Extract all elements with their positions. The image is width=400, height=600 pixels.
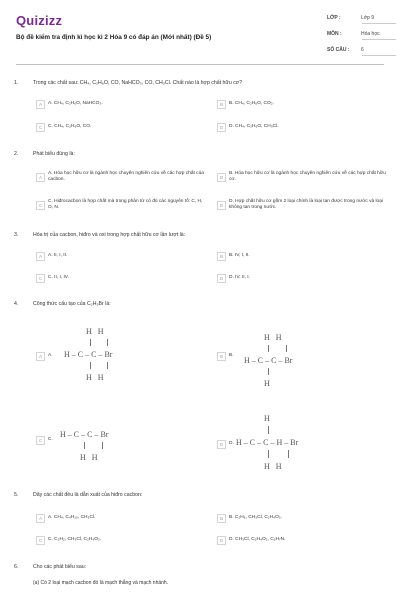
question-number: 3. xyxy=(14,232,19,238)
option-letter: B xyxy=(217,514,226,523)
page-title: Bộ đề kiểm tra định kì học kì 2 Hóa 9 có đáp án (Mới nhất) (Đề 5) xyxy=(16,34,212,41)
option-text: B. C₂H₆, CH₃Cl, C₂H₄O₂. xyxy=(229,515,283,520)
structure-a-top: H H xyxy=(86,327,104,336)
bond xyxy=(268,426,269,434)
option-letter: D xyxy=(217,123,226,132)
option-letter: B xyxy=(217,100,226,109)
bond xyxy=(102,442,103,449)
option-text: C. Hiđrocacbon là hợp chất mà trong phân tử có đủ các nguyên tố: C, H, O, N. xyxy=(48,199,203,210)
option-text: D. xyxy=(229,441,234,446)
question-number: 2. xyxy=(14,151,19,157)
question-text: Dãy các chất đều là dẫn xuất của hiđro cacbon: xyxy=(33,492,143,498)
structure-b-top: H H xyxy=(264,333,282,342)
option-text: D. IV, II, I. xyxy=(229,275,250,280)
structure-a-mid: H – C – C – Br xyxy=(64,350,113,359)
option-letter: D xyxy=(217,274,226,283)
question-text: Trong các chất sau: CH₄, C₂H₆O, CO, NaHCO₃, CO, CH₃Cl. Chất nào là hợp chất hữu cơ? xyxy=(33,80,243,86)
question-text: Công thức cấu tạo của C₂H₅Br là: xyxy=(33,301,111,307)
bond xyxy=(268,368,269,375)
bond xyxy=(107,362,108,369)
question-text: Hóa trị của cacbon, hiđro và oxi trong hợp chất hữu cơ lần lượt là: xyxy=(33,232,186,238)
class-underline xyxy=(362,23,396,24)
option-text: B. IV, I, II. xyxy=(229,253,250,258)
option-letter: D xyxy=(217,536,226,545)
structure-d-bot: H H xyxy=(264,462,282,471)
class-meta xyxy=(327,15,395,21)
structure-c-bot: H H xyxy=(80,453,98,462)
option-letter: D xyxy=(217,201,226,210)
count-meta xyxy=(327,47,395,53)
subject-meta xyxy=(327,31,395,37)
option-letter: B xyxy=(217,252,226,261)
structure-a-bot: H H xyxy=(86,373,104,382)
option-letter: C xyxy=(36,201,45,210)
option-letter: C xyxy=(36,436,45,445)
option-letter: A xyxy=(36,514,45,523)
option-letter: B xyxy=(217,173,226,182)
option-letter: C xyxy=(36,536,45,545)
option-letter: A xyxy=(36,173,45,182)
option-letter: B xyxy=(217,352,226,361)
class-label: LỚP : xyxy=(327,15,341,21)
option-text: D. Hợp chất hữu cơ gồm 2 loại chính là loại tan được trong nước và loại không tan trong nước. xyxy=(229,199,383,210)
option-text: A. CH₄, C₂H₆O, NaHCO₃. xyxy=(48,101,103,106)
bond xyxy=(84,442,85,449)
bond xyxy=(107,339,108,346)
question-number: 5. xyxy=(14,492,19,498)
option-text: B. Hóa học hữu cơ là ngành học chuyên nghiên cứu về các hợp chất hữu cơ. xyxy=(229,171,386,182)
option-letter: D xyxy=(217,440,226,449)
option-letter: A xyxy=(36,100,45,109)
option-text: A. xyxy=(48,353,53,358)
option-text: D. CH₃Cl, C₂H₄O₂, C₂H₇N. xyxy=(229,537,286,542)
option-text: A. CH₄, C₄H₁₀, CH₃Cl. xyxy=(48,515,96,520)
subject-underline xyxy=(362,39,396,40)
option-text: C. xyxy=(48,437,53,442)
option-text: C. C₂H₂, CH₃Cl, C₂H₄O₂. xyxy=(48,537,102,542)
bond xyxy=(268,345,269,352)
question-text: Phát biểu đúng là: xyxy=(33,151,75,157)
count-label: SỐ CÂU : xyxy=(327,47,350,53)
bond xyxy=(268,450,269,458)
class-value: Lớp 9 xyxy=(361,15,375,21)
count-underline xyxy=(362,55,396,56)
option-text: A. II, I, II. xyxy=(48,253,68,258)
structure-b-mid: H – C – C – Br xyxy=(244,356,293,365)
option-letter: A xyxy=(36,252,45,261)
structure-d-top: H xyxy=(264,414,270,423)
question-number: 4. xyxy=(14,301,19,307)
question-text: Cho các phát biểu sau: xyxy=(33,564,87,570)
option-text: C. II, I, IV. xyxy=(48,275,69,280)
option-letter: A xyxy=(36,352,45,361)
bond xyxy=(90,362,91,369)
option-letter: C xyxy=(36,123,45,132)
bond xyxy=(90,339,91,346)
count-value: 6 xyxy=(361,47,364,53)
option-text: C. CH₄, C₂H₆O, CO. xyxy=(48,124,92,129)
bond xyxy=(288,450,289,458)
header-divider xyxy=(16,64,384,65)
structure-c-mid: H – C – C – Br xyxy=(60,430,109,439)
option-text: A. Hóa học hữu cơ là ngành học chuyên nghiên cứu về các hợp chất của cacbon. xyxy=(48,171,204,182)
structure-d-mid: H – C – C – H – Br xyxy=(236,438,299,447)
statement-a: (a) Có 2 loại mạch cacbon đó là mạch thẳng và mạch nhánh. xyxy=(33,580,169,586)
quizizz-logo: Quizizz xyxy=(16,13,63,28)
option-text: B. CH₄, C₂H₆O, CO₂. xyxy=(229,101,274,106)
subject-label: MÔN : xyxy=(327,31,342,37)
subject-value: Hóa học xyxy=(361,31,380,37)
option-letter: C xyxy=(36,274,45,283)
structure-b-bot: H xyxy=(264,379,270,388)
question-number: 1. xyxy=(14,80,19,86)
bond xyxy=(286,345,287,352)
option-text: D. CH₄, C₂H₆O, CH₃Cl. xyxy=(229,124,279,129)
option-text: B. xyxy=(229,353,234,358)
question-number: 6. xyxy=(14,564,19,570)
